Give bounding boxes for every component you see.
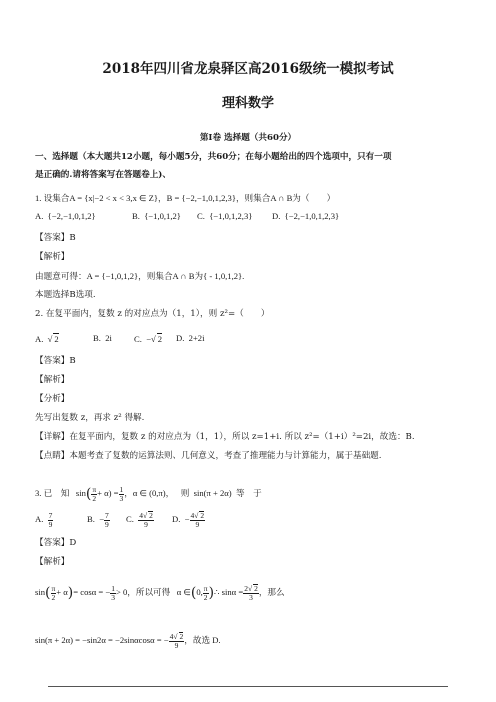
q1-option-c: C. {−1,0,1,2,3} [197,211,253,221]
q2-stem: 2. 在复平面内，复数 z 的对应点为（1，1），则 z²=（ ） [35,309,270,319]
q2-option-d: D. 2+2i [176,333,205,343]
section-heading: 第Ⅰ卷 选择题（共60分） [199,133,297,143]
q2-fenxi-text: 先写出复数 z，再求 z² 得解. [35,413,145,423]
q1-option-d: D. {−2,−1,0,1,2,3} [272,211,340,221]
q3-option-c: C. $\frac{4√ 2}{9}$ [126,511,153,530]
q1-option-a: A. {−2,−1,0,1,2} [35,211,96,221]
q2-fenxi-tag: 【分析】 [35,394,70,404]
q1-analysis-line-2: 本题选择B选项. [35,290,96,300]
exam-title: 2018年四川省龙泉驿区高2016级统一模拟考试 [102,61,394,77]
q3-solution-line-2: sin(π + 2α) = −sin2α = −2sinαcosα = − $\frac{4√ 2}{9}$ ，故选 D. [35,632,221,651]
q1-option-b: B. {−1,0,1,2} [132,211,181,221]
q3-analysis-tag: 【解析】 [35,557,70,567]
q2-comment: 【点睛】本题考查了复数的运算法则、几何意义，考查了推理能力与计算能力，属于基础题. [35,451,382,461]
q3-option-b: B. − $\frac{7}{9}$ [87,510,109,529]
q2-analysis-tag: 【解析】 [35,375,70,385]
q2-option-c: C. −√ 2 [134,334,163,344]
q3-option-a: A. $\frac{7}{9}$ [35,510,53,529]
q1-analysis-line-1: 由题意可得：A = {−1,0,1,2}，则集合A ∩ B为{ - 1,0,1,2}. [35,271,245,281]
instructions-line-2: 是正确的.请将答案写在答题卷上)、 [35,170,171,180]
q2-answer: 【答案】B [35,356,76,366]
q1-analysis-tag: 【解析】 [35,252,70,262]
q1-answer: 【答案】B [35,233,76,243]
page-footer-rule [48,686,448,687]
q3-answer: 【答案】D [35,538,77,548]
q3-option-d: D. − $\frac{4√ 2}{9}$ [172,511,205,530]
exam-subtitle: 理科数学 [221,96,274,111]
q3-solution-line-1: sin( $\frac{\pi}{2}$ + α)= cosα = − $\frac{1}{3}$ > 0，所以可得 α ∈(0, $\frac{\pi}{2}$ )∴ sinα = $\frac{2√ 2}{3}$ ，那么 [35,583,285,603]
instructions-line-1: 一、选择题（本大题共12小题，每小题5分，共60分；在每小题给出的四个选项中，只有一项 [35,152,392,162]
q2-option-a: A. √ 2 [35,334,59,344]
q1-stem: 1. 设集合A = {x|−2 < x < 3,x ∈ Z}，B = {−2,−1,0,1,2,3}，则集合A ∩ B为（ ） [35,193,336,203]
q3-stem: 3. 已 知 sin( $\frac{\pi}{2}$ + α) = $\frac{1}{3}$ ，α ∈ (0,π)， 则 sin(π + 2α) 等 于 [35,484,262,503]
q2-option-b: B. 2i [93,333,112,343]
q2-detail: 【详解】在复平面内，复数 z 的对应点为（1，1），所以 z=1+i. 所以 z²=（1+i）²=2i，故选：B. [35,432,415,442]
